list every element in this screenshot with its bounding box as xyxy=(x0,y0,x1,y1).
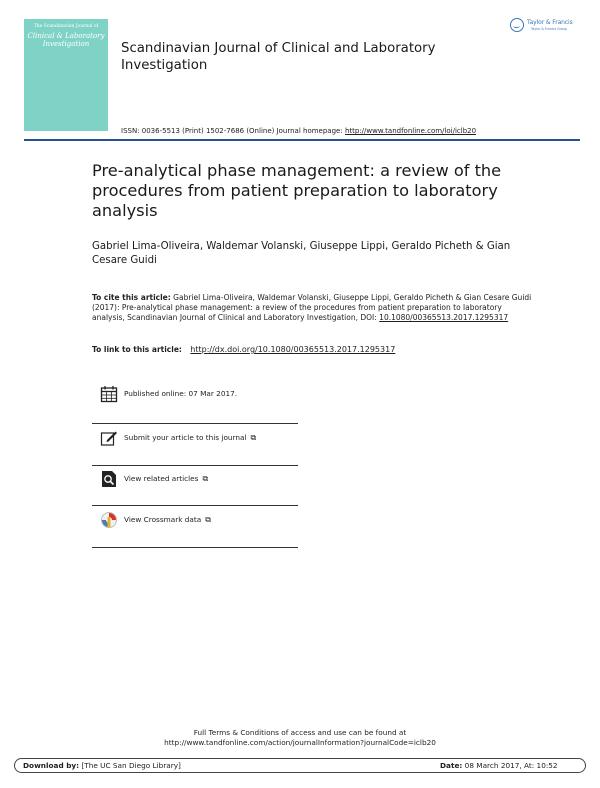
journal-title: Scandinavian Journal of Clinical and Laboratory Investigation xyxy=(121,41,436,73)
article-link-line xyxy=(92,345,532,355)
issn-line xyxy=(121,127,476,135)
link-label: To link to this article: xyxy=(92,345,182,354)
action-divider xyxy=(92,505,298,506)
related-articles-text: View related articles xyxy=(124,474,199,483)
related-articles-button[interactable] xyxy=(92,466,298,506)
journal-cover-image xyxy=(24,19,108,131)
downloaded-by-label: Download by: xyxy=(23,761,80,770)
citation-label: To cite this article: xyxy=(92,293,171,302)
external-link-icon: ⧉ xyxy=(205,515,211,524)
published-online-row xyxy=(92,381,298,421)
journal-homepage-link[interactable]: http://www.tandfonline.com/loi/iclb20 xyxy=(344,127,477,135)
article-authors: Gabriel Lima-Oliveira, Waldemar Volanski, Giuseppe Lippi, Geraldo Picheth & Gian Cesare Guidi xyxy=(92,241,511,266)
download-date xyxy=(440,761,558,770)
downloaded-by-value: [The UC San Diego Library] xyxy=(81,761,181,770)
crossmark-text: View Crossmark data xyxy=(124,515,202,524)
crossmark-icon xyxy=(100,511,118,529)
publisher-logo[interactable] xyxy=(510,17,576,41)
article-title: Pre-analytical phase management: a review of the procedures from patient preparation to laboratory analysis xyxy=(92,161,502,220)
crossmark-label xyxy=(124,515,211,525)
download-date-label: Date: xyxy=(440,761,463,770)
download-date-value: 08 March 2017, At: 10:52 xyxy=(464,761,558,770)
terms-line: Full Terms & Conditions of access and use can be found at xyxy=(193,728,407,737)
citation-block xyxy=(92,293,532,324)
submit-article-label xyxy=(124,433,256,443)
crossmark-button[interactable] xyxy=(92,507,298,547)
external-link-icon: ⧉ xyxy=(250,433,257,442)
action-divider xyxy=(92,547,298,548)
publisher-logo-icon xyxy=(510,18,524,32)
search-document-icon xyxy=(100,470,118,488)
submit-article-text: Submit your article to this journal xyxy=(124,433,247,442)
publisher-name: Taylor & Francis xyxy=(527,19,573,26)
citation-doi-link[interactable]: 10.1080/00365513.2017.1295317 xyxy=(379,313,509,323)
edit-icon xyxy=(100,429,118,447)
publisher-tagline: Taylor & Francis Group xyxy=(531,27,567,31)
header-divider xyxy=(24,139,580,141)
terms-url[interactable]: http://www.tandfonline.com/action/journalInformation?journalCode=iclb20 xyxy=(164,738,436,747)
cover-small-text: The Scandinavian Journal of xyxy=(33,24,99,29)
external-link-icon: ⧉ xyxy=(202,474,209,483)
downloaded-by xyxy=(23,761,181,770)
citation-text: Gabriel Lima-Oliveira, Waldemar Volanski, Giuseppe Lippi, Geraldo Picheth & Gian Cesare Guidi (2017): Pre-analytical phase management: a review of the procedures from patient preparation to laboratory analysis, Scandinavian Journal of Clinical and Laboratory Investigation, DOI: xyxy=(92,293,532,323)
calendar-icon xyxy=(100,385,118,403)
issn-text: ISSN: 0036-5513 (Print) 1502-7686 (Online) Journal homepage: xyxy=(121,127,343,135)
terms-notice xyxy=(100,728,500,748)
article-doi-url[interactable]: http://dx.doi.org/10.1080/00365513.2017.1295317 xyxy=(190,345,396,354)
action-divider xyxy=(92,423,298,424)
related-articles-label xyxy=(124,474,208,484)
cover-title: Clinical & Laboratory Investigation xyxy=(27,32,105,48)
published-online-text: Published online: 07 Mar 2017. xyxy=(124,389,238,398)
submit-article-button[interactable] xyxy=(92,425,298,465)
download-info-bar xyxy=(14,758,586,773)
